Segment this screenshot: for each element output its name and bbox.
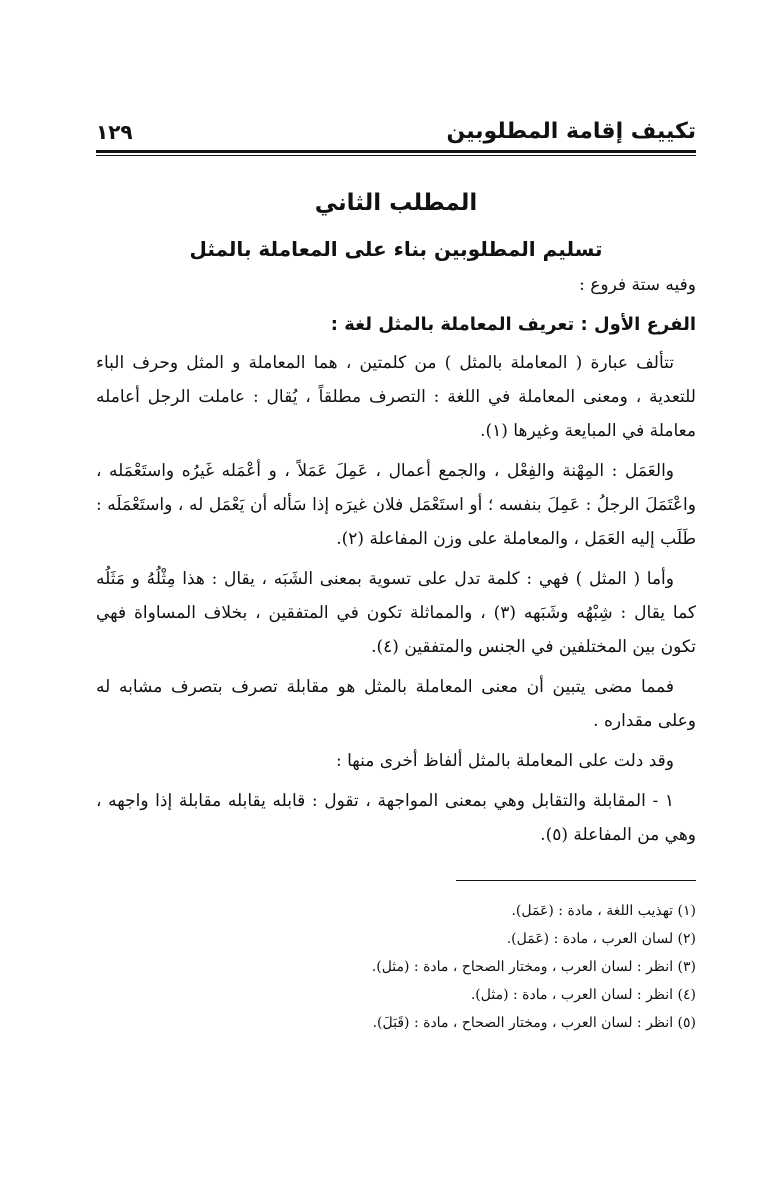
section-title: المطلب الثاني	[314, 190, 478, 216]
header-rule-thick	[96, 150, 696, 153]
book-page	[96, 100, 696, 1037]
footnote: (٣) انظر : لسان العرب ، ومختار الصحاح ، مادة : (مثل).	[371, 959, 696, 975]
page-header	[96, 100, 696, 144]
section-intro: وفيه ستة فروع :	[579, 275, 696, 295]
footnote: (٤) انظر : لسان العرب ، مادة : (مثل).	[470, 987, 696, 1003]
footnote: (١) تهذيب اللغة ، مادة : (عَمَل).	[511, 903, 696, 919]
footnote-separator	[456, 880, 696, 881]
paragraph: والعَمَل : المِهْنة والفِعْل ، والجمع أعمال ، عَمِلَ عَمَلاً ، و أعْمَله غَيرُه واستَعْمَله ، واعْتَمَلَ الرجلُ : عَمِلَ بنفسه ؛ أو استَعْمَل فلان غيرَه إذا سَأله أن يَعْمَل له ، واستَعْمَلَه : طَلَب إليه العَمَل ، والمعاملة على وزن المفاعلة (٢).	[96, 461, 696, 549]
paragraph: فمما مضى يتبين أن معنى المعاملة بالمثل هو مقابلة تصرف بتصرف مشابه له وعلى مقداره .	[96, 677, 696, 731]
section-subtitle: تسليم المطلوبين بناء على المعاملة بالمثل	[189, 237, 603, 261]
running-title: تكييف إقامة المطلوبين	[446, 119, 696, 144]
paragraph: وقد دلت على المعاملة بالمثل ألفاظ أخرى منها :	[335, 751, 674, 771]
paragraph: تتألف عبارة ( المعاملة بالمثل ) من كلمتين ، هما المعاملة و المثل وحرف الباء للتعدية ، ومعنى المعاملة في اللغة : التصرف مطلقاً ، يُقال : عاملت الرجل أعامله معاملة في المبايعة وغيرها (١).	[96, 353, 696, 441]
branch-heading: الفرع الأول : تعريف المعاملة بالمثل لغة :	[330, 314, 696, 335]
footnote: (٢) لسان العرب ، مادة : (عَمَل).	[506, 931, 696, 947]
header-rule-thin	[96, 155, 696, 156]
paragraph: وأما ( المثل ) فهي : كلمة تدل على تسوية بمعنى الشَبَه ، يقال : هذا مِثْلُهُ و مَثَلُه كما يقال : شِبْهُه وشَبَهه (٣) ، والمماثلة تكون في المتفقين ، بخلاف المساواة فهي تكون بين المختلفين في الجنس والمتفقين (٤).	[96, 569, 696, 657]
footnotes	[96, 897, 696, 1037]
page-number: ١٢٩	[96, 120, 133, 144]
footnote: (٥) انظر : لسان العرب ، ومختار الصحاح ، مادة : (قَبَلَ).	[372, 1015, 696, 1031]
paragraph: ١ - المقابلة والتقابل وهي بمعنى المواجهة ، تقول : قابله يقابله مقابلة إذا واجهه ، وهي من المفاعلة (٥).	[96, 791, 696, 845]
